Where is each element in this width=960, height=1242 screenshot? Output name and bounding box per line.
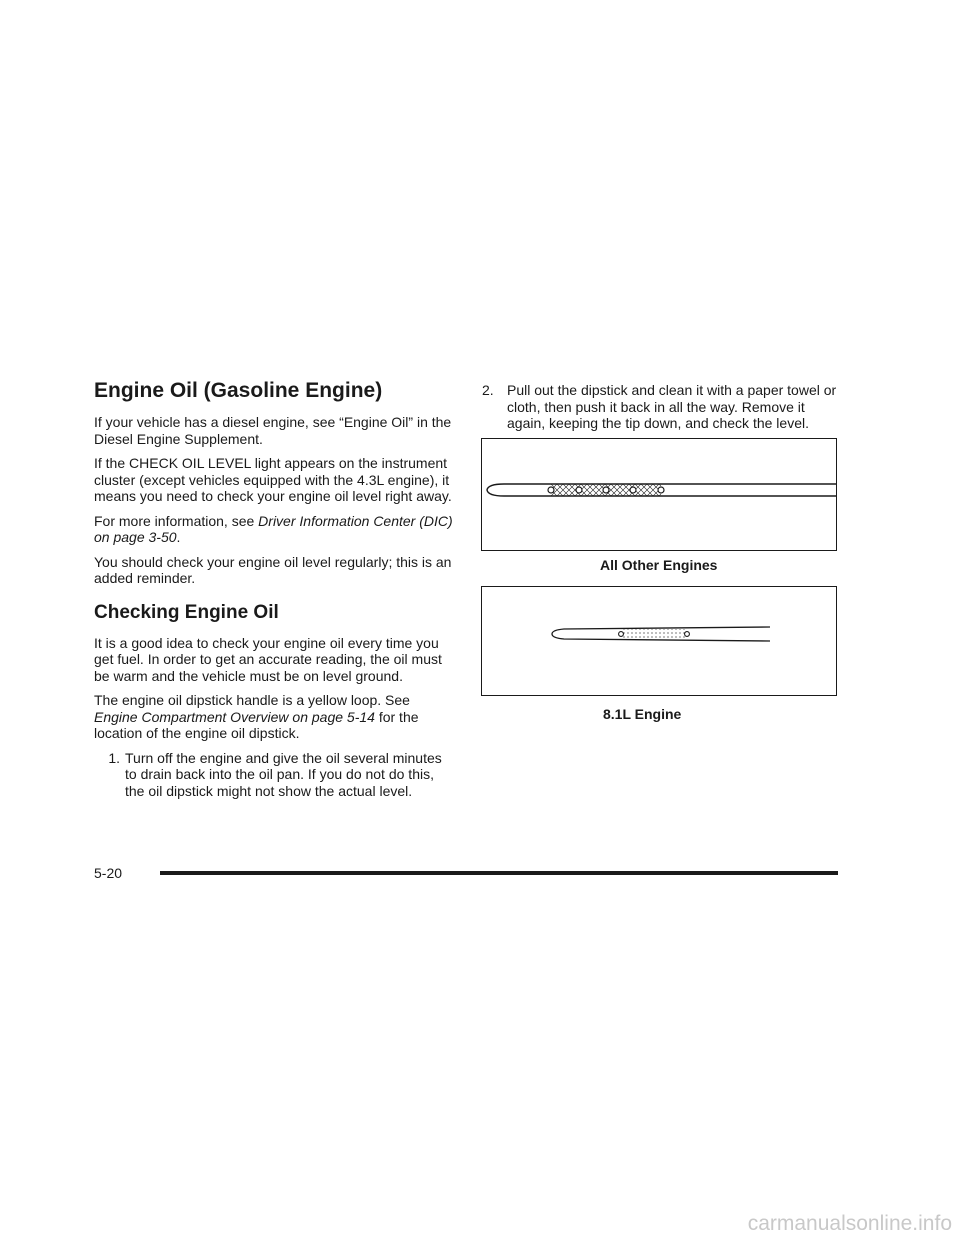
page-number: 5-20 xyxy=(94,865,123,881)
dipstick-illustration-1 xyxy=(482,439,836,550)
step-2-number: 2. xyxy=(482,382,494,398)
paragraph-check-oil-light: If the CHECK OIL LEVEL light appears on the instrument cluster (except vehicles equipped with the 4.3L engine), it means you need to check your engine oil level right away. xyxy=(94,455,452,504)
step-1-text: Turn off the engine and give the oil several minutes to drain back into the oil pan. If you do not do this, the oil dipstick might not show the actual level. xyxy=(125,749,442,799)
left-column xyxy=(94,378,456,807)
link-engine-compartment[interactable]: Engine Compartment Overview on page 5-14 xyxy=(94,708,375,725)
step-1-number: 1. xyxy=(108,749,120,766)
step-2-text: Pull out the dipstick and clean it with a paper towel or cloth, then push it back in all the way. Remove it again, keeping the tip down, and check the level. xyxy=(507,382,837,431)
step-2 xyxy=(482,382,842,432)
paragraph-check-every-fuel: It is a good idea to check your engine oil every time you get fuel. In order to get an accurate reading, the oil must be warm and the vehicle must be on level ground. xyxy=(94,634,442,684)
more-info-suffix: . xyxy=(176,529,181,545)
footer-rule xyxy=(160,871,838,875)
figure-dipstick-81l-engine xyxy=(481,586,837,696)
right-column xyxy=(482,382,842,440)
figure-1-caption: All Other Engines xyxy=(600,557,718,573)
link-dic[interactable]: Driver Information Center (DIC) on page 3-50 xyxy=(94,512,453,545)
paragraph-reminder: You should check your engine oil level regularly; this is an added reminder. xyxy=(94,553,452,586)
figure-2-caption: 8.1L Engine xyxy=(603,706,682,722)
section-title-engine-oil: Engine Oil (Gasoline Engine) xyxy=(94,379,383,402)
dipstick-suffix: for the location of the engine oil dipstick. xyxy=(94,708,419,741)
watermark-text: carmanualsonline.info xyxy=(747,1212,952,1235)
figure-dipstick-all-other-engines xyxy=(481,438,837,551)
paragraph-more-info xyxy=(94,513,456,546)
dipstick-prefix: The engine oil dipstick handle is a yellow loop. See xyxy=(94,692,410,708)
section-title-checking-oil: Checking Engine Oil xyxy=(94,601,279,623)
step-1 xyxy=(94,750,456,800)
dipstick-illustration-2 xyxy=(482,587,836,695)
more-info-prefix: For more information, see xyxy=(94,512,259,529)
paragraph-dipstick-handle xyxy=(94,692,456,742)
paragraph-diesel-note: If your vehicle has a diesel engine, see “Engine Oil” in the Diesel Engine Supplement. xyxy=(94,414,452,447)
